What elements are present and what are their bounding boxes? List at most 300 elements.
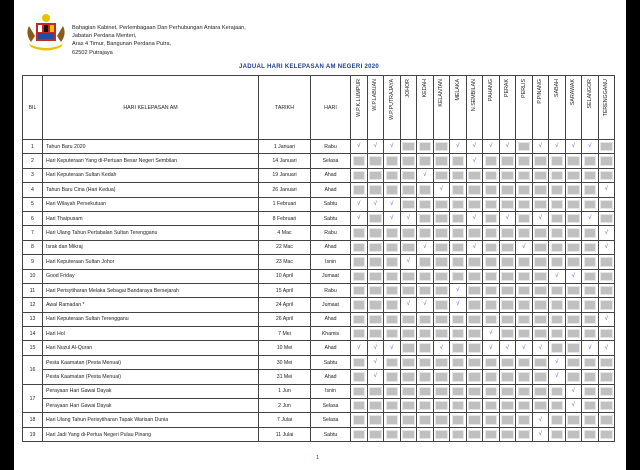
state-cell — [516, 211, 533, 225]
state-cell — [351, 168, 368, 182]
state-cell — [417, 355, 434, 369]
shaded-cell — [551, 343, 564, 352]
state-cell — [450, 427, 467, 441]
shaded-cell — [600, 286, 613, 295]
shaded-cell — [402, 358, 415, 367]
shaded-cell — [518, 185, 531, 194]
state-cell — [433, 197, 450, 211]
shaded-cell — [584, 358, 597, 367]
state-cell — [549, 269, 566, 283]
state-cell — [384, 427, 401, 441]
table-header-row — [23, 76, 615, 140]
state-cell — [565, 427, 582, 441]
state-cell — [598, 298, 615, 312]
state-cell — [466, 355, 483, 369]
shaded-cell — [369, 214, 382, 223]
state-cell — [384, 341, 401, 355]
shaded-cell — [584, 415, 597, 424]
shaded-cell — [468, 415, 481, 424]
shaded-cell — [567, 286, 580, 295]
holiday-name: Hari Thaipusam — [43, 211, 259, 225]
header-state — [565, 76, 582, 140]
state-cell — [516, 341, 533, 355]
check-mark-icon: √ — [588, 344, 592, 351]
shaded-cell — [468, 315, 481, 324]
shaded-cell — [584, 315, 597, 324]
shaded-cell — [402, 171, 415, 180]
state-label: KELANTAN — [438, 79, 445, 107]
state-cell — [565, 226, 582, 240]
shaded-cell — [518, 171, 531, 180]
shaded-cell — [551, 315, 564, 324]
check-mark-icon: √ — [406, 258, 410, 265]
state-cell — [549, 399, 566, 413]
state-cell — [433, 183, 450, 197]
state-cell — [384, 399, 401, 413]
state-cell — [367, 240, 384, 254]
shaded-cell — [534, 315, 547, 324]
state-cell — [549, 413, 566, 427]
row-number: 8 — [23, 240, 43, 254]
holiday-day: Jumaat — [311, 298, 351, 312]
shaded-cell — [468, 171, 481, 180]
shaded-cell — [435, 430, 448, 439]
state-cell — [433, 341, 450, 355]
state-cell — [367, 427, 384, 441]
shaded-cell — [353, 185, 366, 194]
state-cell — [417, 427, 434, 441]
check-mark-icon: √ — [456, 301, 460, 308]
state-cell — [499, 384, 516, 398]
state-cell — [499, 240, 516, 254]
check-mark-icon: √ — [456, 143, 460, 150]
holiday-name: Hari Perisytiharan Melaka Sebagai Bandaraya Bersejarah — [43, 283, 259, 297]
holiday-name: Pesta Kaamatan (Pesta Menuai) — [43, 370, 259, 384]
state-cell — [499, 140, 516, 154]
shaded-cell — [485, 243, 498, 252]
holiday-name: Tahun Baru Cina (Hari Kedua) — [43, 183, 259, 197]
shaded-cell — [567, 315, 580, 324]
shaded-cell — [567, 156, 580, 165]
shaded-cell — [402, 156, 415, 165]
shaded-cell — [600, 300, 613, 309]
state-cell — [516, 154, 533, 168]
shaded-cell — [386, 243, 399, 252]
check-mark-icon: √ — [472, 215, 476, 222]
state-cell — [532, 197, 549, 211]
shaded-cell — [468, 329, 481, 338]
shaded-cell — [369, 156, 382, 165]
shaded-cell — [353, 430, 366, 439]
shaded-cell — [353, 372, 366, 381]
check-mark-icon: √ — [571, 143, 575, 150]
state-cell — [433, 355, 450, 369]
state-cell — [400, 399, 417, 413]
state-cell — [400, 255, 417, 269]
shaded-cell — [468, 358, 481, 367]
state-cell — [499, 197, 516, 211]
state-cell — [367, 384, 384, 398]
state-cell — [598, 327, 615, 341]
state-cell — [400, 226, 417, 240]
shaded-cell — [386, 430, 399, 439]
shaded-cell — [551, 185, 564, 194]
holiday-date: 8 Februari — [259, 211, 311, 225]
state-cell — [450, 413, 467, 427]
state-label: W.P.LABUAN — [372, 79, 379, 111]
shaded-cell — [369, 272, 382, 281]
shaded-cell — [369, 315, 382, 324]
state-cell — [450, 226, 467, 240]
shaded-cell — [501, 315, 514, 324]
shaded-cell — [386, 329, 399, 338]
shaded-cell — [419, 200, 432, 209]
shaded-cell — [518, 272, 531, 281]
shaded-cell — [386, 185, 399, 194]
check-mark-icon: √ — [472, 243, 476, 250]
state-cell — [532, 427, 549, 441]
state-cell — [450, 283, 467, 297]
state-cell — [417, 298, 434, 312]
state-cell — [450, 341, 467, 355]
holiday-date: 2 Jun — [259, 399, 311, 413]
shaded-cell — [518, 430, 531, 439]
shaded-cell — [501, 185, 514, 194]
state-cell — [351, 154, 368, 168]
holiday-date: 1 Januari — [259, 140, 311, 154]
shaded-cell — [369, 185, 382, 194]
state-cell — [532, 312, 549, 326]
table-row — [23, 211, 615, 225]
shaded-cell — [402, 315, 415, 324]
state-cell — [384, 211, 401, 225]
holiday-date: 10 Mei — [259, 341, 311, 355]
state-cell — [417, 399, 434, 413]
header-state — [499, 76, 516, 140]
holiday-day: Ahad — [311, 341, 351, 355]
shaded-cell — [518, 329, 531, 338]
holiday-table — [22, 75, 615, 442]
header-state — [351, 76, 368, 140]
state-cell — [598, 283, 615, 297]
state-cell — [483, 168, 500, 182]
shaded-cell — [534, 387, 547, 396]
holiday-date: 1 Jun — [259, 384, 311, 398]
holiday-date: 11 Julai — [259, 427, 311, 441]
shaded-cell — [452, 315, 465, 324]
row-number: 12 — [23, 298, 43, 312]
header-date: TARIKH — [259, 76, 311, 140]
state-cell — [532, 298, 549, 312]
state-cell — [598, 269, 615, 283]
sender-address — [72, 24, 246, 57]
shaded-cell — [485, 156, 498, 165]
holiday-name: Hari Ulang Tahun Perisytiharan Tapak Warisan Dunia — [43, 413, 259, 427]
holiday-day: Rabu — [311, 226, 351, 240]
shaded-cell — [567, 300, 580, 309]
state-cell — [582, 413, 599, 427]
shaded-cell — [468, 430, 481, 439]
state-cell — [351, 370, 368, 384]
shaded-cell — [584, 200, 597, 209]
holiday-name: Hari Jadi Yang di-Pertua Negeri Pulau Pinang — [43, 427, 259, 441]
state-cell — [367, 298, 384, 312]
holiday-day: Selasa — [311, 413, 351, 427]
shaded-cell — [402, 343, 415, 352]
table-row — [23, 140, 615, 154]
state-cell — [483, 427, 500, 441]
row-number: 15 — [23, 341, 43, 355]
state-cell — [384, 298, 401, 312]
shaded-cell — [518, 315, 531, 324]
table-row — [23, 312, 615, 326]
holiday-day: Ahad — [311, 312, 351, 326]
shaded-cell — [402, 185, 415, 194]
check-mark-icon: √ — [604, 186, 608, 193]
shaded-cell — [468, 300, 481, 309]
address-line: Bahagian Kabinet, Perlembagaan Dan Perhubungan Antara Kerajaan, — [72, 25, 246, 31]
shaded-cell — [468, 185, 481, 194]
state-cell — [532, 183, 549, 197]
check-mark-icon: √ — [390, 143, 394, 150]
state-cell — [532, 269, 549, 283]
state-cell — [516, 327, 533, 341]
state-cell — [598, 226, 615, 240]
shaded-cell — [534, 228, 547, 237]
shaded-cell — [567, 185, 580, 194]
holiday-day: Isnin — [311, 384, 351, 398]
row-number: 16 — [23, 355, 43, 384]
shaded-cell — [386, 415, 399, 424]
shaded-cell — [501, 358, 514, 367]
shaded-cell — [353, 156, 366, 165]
shaded-cell — [353, 387, 366, 396]
shaded-cell — [435, 286, 448, 295]
state-cell — [483, 312, 500, 326]
check-mark-icon: √ — [538, 143, 542, 150]
state-cell — [466, 283, 483, 297]
state-cell — [565, 298, 582, 312]
shaded-cell — [452, 401, 465, 410]
shaded-cell — [452, 214, 465, 223]
state-cell — [499, 154, 516, 168]
shaded-cell — [353, 401, 366, 410]
shaded-cell — [551, 300, 564, 309]
shaded-cell — [452, 430, 465, 439]
state-cell — [384, 327, 401, 341]
shaded-cell — [518, 372, 531, 381]
holiday-day: Ahad — [311, 370, 351, 384]
check-mark-icon: √ — [604, 243, 608, 250]
holiday-day: Sabtu — [311, 211, 351, 225]
shaded-cell — [468, 200, 481, 209]
state-cell — [532, 413, 549, 427]
state-cell — [367, 168, 384, 182]
state-cell — [549, 298, 566, 312]
check-mark-icon: √ — [390, 215, 394, 222]
state-cell — [582, 240, 599, 254]
state-cell — [582, 154, 599, 168]
shaded-cell — [567, 343, 580, 352]
state-cell — [466, 312, 483, 326]
shaded-cell — [567, 257, 580, 266]
state-cell — [549, 312, 566, 326]
state-cell — [565, 183, 582, 197]
check-mark-icon: √ — [522, 344, 526, 351]
shaded-cell — [534, 257, 547, 266]
shaded-cell — [501, 329, 514, 338]
state-cell — [351, 427, 368, 441]
table-row — [23, 255, 615, 269]
holiday-date: 24 April — [259, 298, 311, 312]
check-mark-icon: √ — [489, 330, 493, 337]
shaded-cell — [419, 272, 432, 281]
state-cell — [417, 312, 434, 326]
state-cell — [466, 197, 483, 211]
state-cell — [367, 312, 384, 326]
check-mark-icon: √ — [472, 143, 476, 150]
shaded-cell — [353, 329, 366, 338]
shaded-cell — [551, 171, 564, 180]
header-state — [367, 76, 384, 140]
state-cell — [549, 140, 566, 154]
state-cell — [582, 140, 599, 154]
state-cell — [351, 355, 368, 369]
shaded-cell — [485, 185, 498, 194]
state-label: P.PINANG — [537, 79, 544, 104]
state-cell — [549, 211, 566, 225]
holiday-day: Ahad — [311, 240, 351, 254]
state-cell — [384, 283, 401, 297]
shaded-cell — [419, 257, 432, 266]
row-number: 3 — [23, 168, 43, 182]
shaded-cell — [353, 286, 366, 295]
state-cell — [367, 341, 384, 355]
shaded-cell — [534, 300, 547, 309]
state-cell — [450, 255, 467, 269]
state-cell — [582, 226, 599, 240]
state-cell — [499, 211, 516, 225]
state-cell — [466, 341, 483, 355]
state-label: W.P.PUTRAJAYA — [388, 79, 395, 120]
shaded-cell — [567, 415, 580, 424]
state-cell — [417, 240, 434, 254]
shaded-cell — [551, 228, 564, 237]
state-cell — [582, 197, 599, 211]
state-cell — [400, 327, 417, 341]
state-cell — [466, 384, 483, 398]
state-cell — [565, 154, 582, 168]
state-cell — [367, 327, 384, 341]
shaded-cell — [353, 272, 366, 281]
state-cell — [400, 183, 417, 197]
state-cell — [367, 197, 384, 211]
address-line: 62502 Putrajaya — [72, 49, 113, 56]
state-label: SABAH — [553, 79, 560, 97]
state-cell — [466, 370, 483, 384]
state-cell — [582, 399, 599, 413]
shaded-cell — [419, 343, 432, 352]
state-cell — [582, 255, 599, 269]
header-state — [417, 76, 434, 140]
state-cell — [582, 427, 599, 441]
shaded-cell — [452, 200, 465, 209]
state-cell — [499, 327, 516, 341]
check-mark-icon: √ — [406, 301, 410, 308]
holiday-date: 7 Mei — [259, 327, 311, 341]
shaded-cell — [501, 200, 514, 209]
shaded-cell — [419, 372, 432, 381]
holiday-date: 19 Januari — [259, 168, 311, 182]
shaded-cell — [567, 243, 580, 252]
state-label: PERLIS — [520, 79, 527, 98]
shaded-cell — [435, 142, 448, 151]
state-cell — [400, 154, 417, 168]
row-number: 5 — [23, 197, 43, 211]
state-cell — [351, 399, 368, 413]
state-cell — [483, 255, 500, 269]
table-row — [23, 298, 615, 312]
holiday-name: Hari Keputeraan Sultan Johor — [43, 255, 259, 269]
state-cell — [400, 211, 417, 225]
shaded-cell — [419, 387, 432, 396]
state-label: MELAKA — [454, 79, 461, 101]
check-mark-icon: √ — [373, 359, 377, 366]
shaded-cell — [435, 272, 448, 281]
shaded-cell — [353, 228, 366, 237]
shaded-cell — [518, 142, 531, 151]
state-cell — [466, 168, 483, 182]
state-cell — [417, 283, 434, 297]
holiday-name: Pesta Kaamatan (Pesta Menuai) — [43, 355, 259, 369]
state-cell — [516, 140, 533, 154]
state-label: PERAK — [504, 79, 511, 97]
state-cell — [565, 341, 582, 355]
state-cell — [565, 283, 582, 297]
holiday-day: Khamis — [311, 327, 351, 341]
state-cell — [450, 183, 467, 197]
table-row — [23, 327, 615, 341]
shaded-cell — [386, 228, 399, 237]
check-mark-icon: √ — [555, 359, 559, 366]
shaded-cell — [435, 315, 448, 324]
shaded-cell — [600, 401, 613, 410]
shaded-cell — [435, 401, 448, 410]
holiday-day: Rabu — [311, 283, 351, 297]
state-cell — [367, 355, 384, 369]
holiday-name: Hari Keputeraan Sultan Kedah — [43, 168, 259, 182]
state-cell — [450, 168, 467, 182]
state-cell — [549, 355, 566, 369]
state-cell — [466, 327, 483, 341]
shaded-cell — [386, 315, 399, 324]
state-cell — [532, 384, 549, 398]
holiday-name: Israk dan Mikraj — [43, 240, 259, 254]
state-cell — [351, 226, 368, 240]
state-cell — [598, 370, 615, 384]
shaded-cell — [435, 228, 448, 237]
state-cell — [532, 399, 549, 413]
check-mark-icon: √ — [439, 186, 443, 193]
table-row — [23, 384, 615, 398]
holiday-name: Hari Ulang Tahun Pertabalan Sultan Terengganu — [43, 226, 259, 240]
state-cell — [351, 283, 368, 297]
check-mark-icon: √ — [588, 143, 592, 150]
header-day: HARI — [311, 76, 351, 140]
state-cell — [598, 197, 615, 211]
check-mark-icon: √ — [406, 215, 410, 222]
state-cell — [483, 283, 500, 297]
